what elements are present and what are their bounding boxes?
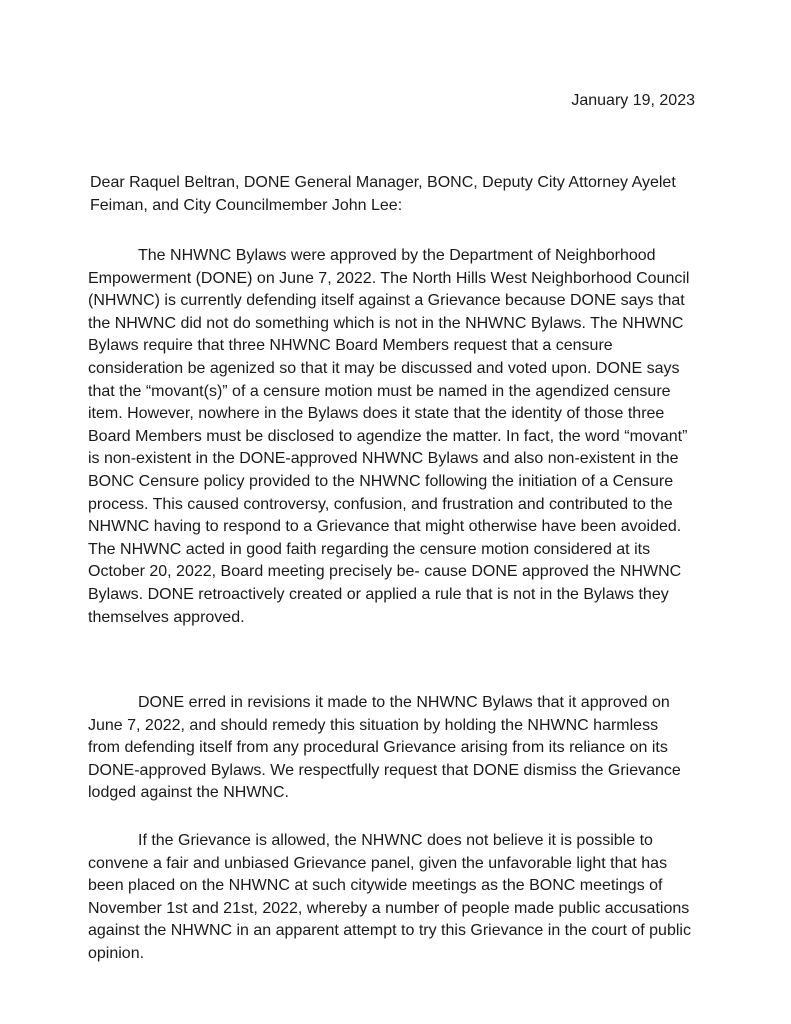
- letter-salutation: Dear Raquel Beltran, DONE General Manager, BONC, Deputy City Attorney Ayelet Feiman, and City Councilmember John Lee:: [90, 174, 676, 214]
- letter-date: January 19, 2023: [571, 92, 695, 109]
- body-paragraph-1: The NHWNC Bylaws were approved by the Department of Neighborhood Empowerment (DONE) on June 7, 2022. The North Hills West Neighborhood Council (NHWNC) is currently defending itself against a Grievance because DONE says that the NHWNC did not do something which is not in the NHWNC Bylaws. The NHWNC Bylaws require that three NHWNC Board Members request that a censure consideration be agenized so that it may be discussed and voted upon. DONE says that the “movant(s)” of a censure motion must be named in the agendized censure item. However, nowhere in the Bylaws does it state that the identity of those three Board Members must be disclosed to agendize the matter. In fact, the word “movant” is non-existent in the DONE-approved NHWNC Bylaws and also non-existent in the BONC Censure policy provided to the NHWNC following the initiation of a Censure process. This caused controversy, confusion, and frustration and contributed to the NHWNC having to respond to a Grievance that might otherwise have been avoided. The NHWNC acted in good faith regarding the censure motion considered at its October 20, 2022, Board meeting precisely be- cause DONE approved the NHWNC Bylaws. DONE retroactively created or applied a rule that is not in the Bylaws they themselves approved.: [88, 247, 690, 626]
- body-paragraph-3: If the Grievance is allowed, the NHWNC does not believe it is possible to convene a fair and unbiased Grievance panel, given the unfavorable light that has been placed on the NHWNC at such citywide meetings as the BONC meetings of November 1st and 21st, 2022, whereby a number of people made public accusations against the NHWNC in an apparent attempt to try this Grievance in the court of public opinion.: [88, 832, 691, 962]
- body-paragraph-2: DONE erred in revisions it made to the NHWNC Bylaws that it approved on June 7, 2022, and should remedy this situation by holding the NHWNC harmless from defending itself from any procedural Grievance arising from its reliance on its DONE-approved Bylaws. We respectfully request that DONE dismiss the Grievance lodged against the NHWNC.: [88, 694, 681, 802]
